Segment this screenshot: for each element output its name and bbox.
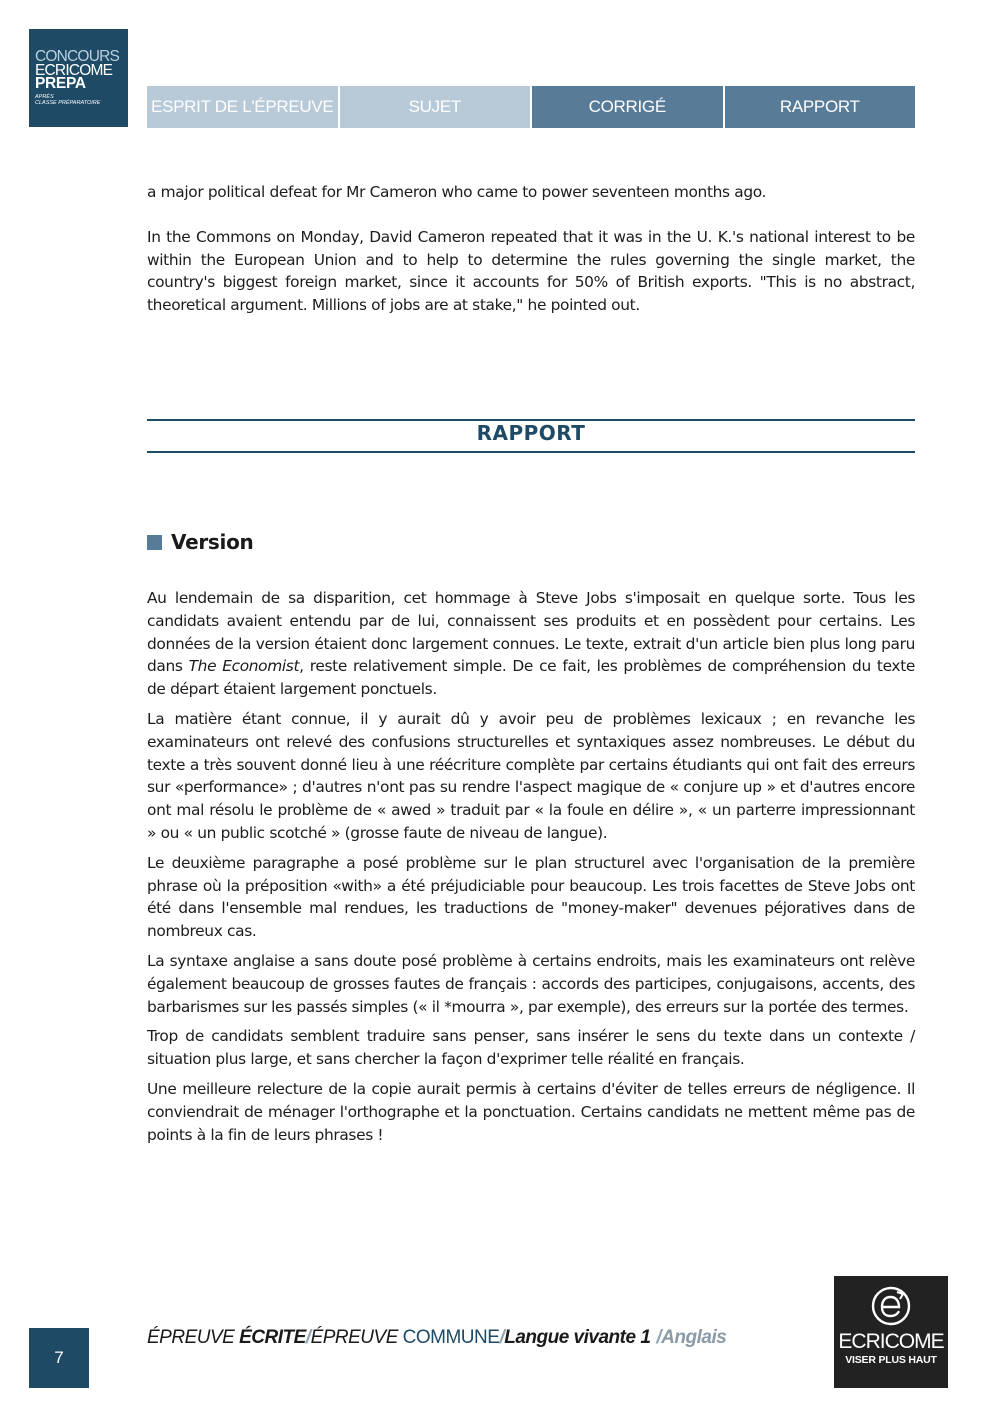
rapport-paragraph-2: La matière étant connue, il y aurait dû y avoir peu de problèmes lexicaux ; en revanche les examinateurs ont relevé des confusions structurelles et syntaxiques assez nombreuses. Le début du texte a très souvent donné lieu à une réécriture complète par certains étudiants qui ont fait des erreurs sur «performance» ; d'autres n'ont pas su rendre l'aspect magique de « conjure up » et d'autres encore ont mal résolu le problème de « awed » traduit par « la foule en délire », « un parterre impressionnant » ou « un public scotché » (grosse faute de niveau de langue).	[147, 709, 915, 842]
rapport-title: RAPPORT	[476, 421, 586, 445]
footer-slash-1: /	[305, 1327, 311, 1348]
page-number: 7	[29, 1328, 89, 1388]
rapport-paragraph-6: Une meilleure relecture de la copie aurait permis à certains d'éviter de telles erreurs de négligence. Il conviendrait de ménager l'orthographe et la ponctuation. Certains candidats ne mettent même pas de points à la fin de leurs phrases !	[147, 1079, 915, 1144]
footer-ecrite: ÉCRITE	[239, 1327, 306, 1348]
tab-sujet[interactable]: SUJET	[340, 86, 531, 128]
ecricome-e-icon	[870, 1285, 912, 1327]
ecricome-logo	[834, 1276, 948, 1388]
logo-prepa: PREPA	[35, 75, 86, 93]
footer-epreuve-2: ÉPREUVE	[310, 1327, 403, 1348]
p1-text-after: , reste relativement simple. De ce fait, les problèmes de compréhension du texte de départ étaient largement ponctuels.	[147, 657, 915, 699]
logo-apres: APRÈS	[35, 93, 54, 100]
logo-ecricome: ECRICOME	[35, 61, 113, 79]
section-tabs	[147, 86, 915, 128]
rapport-paragraph-4: La syntaxe anglaise a sans doute posé problème à certains endroits, mais les examinateurs ont relève également beaucoup de grosses fautes de français : accords des participes, conjugaisons, accents, des barbarismes sur les passés simples (« il *mourra », par exemple), des erreurs sur la portée des termes.	[147, 951, 915, 1016]
footer-slash-2: /	[499, 1327, 505, 1348]
intro-paragraph-1: a major political defeat for Mr Cameron who came to power seventeen months ago.	[147, 183, 767, 201]
logo-classe: CLASSE PRÉPARATOIRE	[35, 99, 101, 106]
brand-name: ECRICOME	[838, 1330, 944, 1353]
intro-text	[147, 181, 915, 324]
concours-logo	[29, 29, 128, 127]
brand-tagline: VISER PLUS HAUT	[845, 1354, 937, 1366]
rapport-rule-bottom	[147, 451, 915, 453]
section-heading	[147, 530, 253, 554]
p1-text-before: Au lendemain de sa disparition, cet hommage à Steve Jobs s'imposait en quelque sorte. Tous les candidats avaient entendu par de lui, connaissent ses produits et en possèdent pour certains. Les données de la version étaient donc largement connues. Le texte, extrait d'un article bien plus long paru dans	[147, 589, 915, 676]
rapport-paragraph-3: Le deuxième paragraphe a posé problème sur le plan structurel avec l'organisation de la première phrase où la préposition «with» a été préjudiciable pour beaucoup. Les trois facettes de Steve Jobs ont été dans l'ensemble mal rendues, les traductions de "money-maker" devenues péjoratives dans de nombreux cas.	[147, 853, 915, 941]
tab-corrige[interactable]: CORRIGÉ	[532, 86, 723, 128]
p1-source-title: The Economist	[188, 657, 300, 676]
square-bullet-icon	[147, 535, 162, 550]
footer-commune: COMMUNE	[402, 1327, 500, 1348]
rapport-body	[147, 587, 915, 1153]
section-title: Version	[171, 530, 254, 554]
tab-rapport[interactable]: RAPPORT	[725, 86, 916, 128]
rapport-paragraph-1	[147, 587, 915, 701]
intro-paragraph-2: In the Commons on Monday, David Cameron repeated that it was in the U. K.'s national interest to be within the European Union and to help to determine the rules governing the single market, the country's biggest foreign market, since it accounts for 50% of British exports. "This is no abstract, theoretical argument. Millions of jobs are at stake," he pointed out.	[147, 227, 915, 315]
footer-langue: Langue vivante 1	[504, 1327, 651, 1348]
footer-slash-3: /	[656, 1327, 662, 1348]
footer-epreuve: ÉPREUVE	[147, 1327, 240, 1348]
tab-esprit[interactable]: ESPRIT DE L'ÉPREUVE	[147, 86, 338, 128]
rapport-paragraph-5: Trop de candidats semblent traduire sans penser, sans insérer le sens du texte dans un contexte / situation plus large, et sans chercher la façon d'exprimer telle réalité en français.	[147, 1027, 915, 1069]
footer-breadcrumb	[147, 1327, 726, 1349]
footer-anglais: Anglais	[661, 1327, 727, 1348]
logo-concours: CONCOURS	[35, 48, 120, 65]
